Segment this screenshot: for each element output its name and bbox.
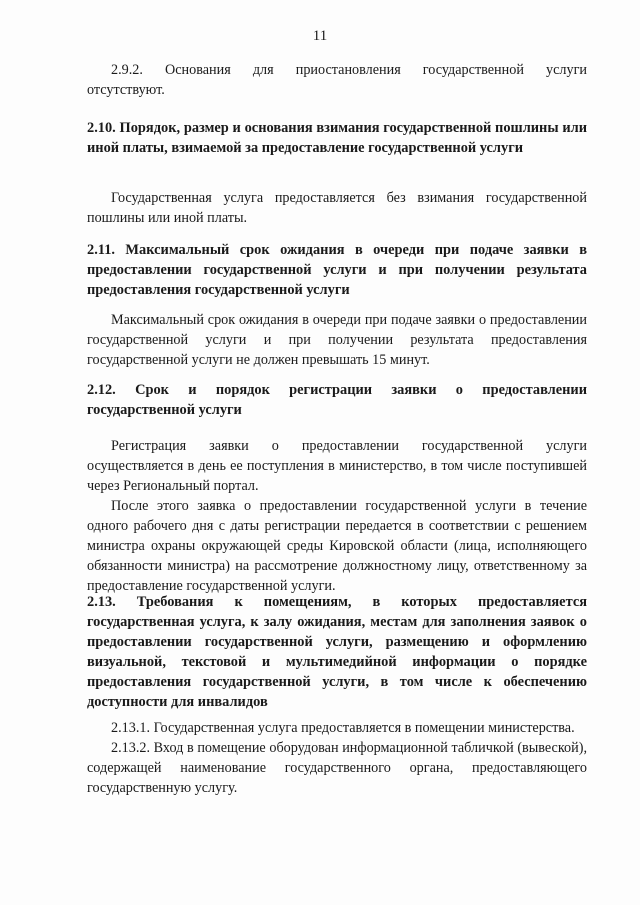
section-2-9-2 xyxy=(87,60,587,100)
section-2-12-body xyxy=(87,436,587,596)
paragraph: Максимальный срок ожидания в очереди при подаче заявки о предоставлении государственной услуги и при получении результата предоставления государственной услуги не должен превышать 15 минут. xyxy=(87,312,587,368)
section-2-12 xyxy=(87,380,587,420)
section-2-11 xyxy=(87,240,587,300)
section-2-10 xyxy=(87,118,587,158)
section-2-11-body xyxy=(87,310,587,370)
section-2-10-body xyxy=(87,188,587,228)
paragraph: 2.13.1. Государственная услуга предоставляется в помещении министерства. xyxy=(111,720,575,736)
paragraph: 2.9.2. Основания для приостановления государственной услуги отсутствуют. xyxy=(87,62,587,98)
paragraph: 2.13.2. Вход в помещение оборудован информационной табличкой (вывеской), содержащей наименование государственного органа, предоставляющего государственную услугу. xyxy=(87,740,587,796)
paragraph: Регистрация заявки о предоставлении государственной услуги осуществляется в день ее поступления в министерство, в том числе поступившей через Региональный портал. xyxy=(87,438,587,494)
section-heading: 2.10. Порядок, размер и основания взимания государственной пошлины или иной платы, взимаемой за предоставление государственной услуги xyxy=(87,120,587,156)
section-heading: 2.13. Требования к помещениям, в которых предоставляется государственная услуга, к залу ожидания, местам для заполнения заявок о предоставлении государственной услуги, размещению и оформлению визуальной, текстовой и мультимедийной информации о порядке предоставления государственной услуги, в том числе к обеспечению доступности для инвалидов xyxy=(87,594,587,710)
paragraph: После этого заявка о предоставлении государственной услуги в течение одного рабочего дня с даты регистрации передается в соответствии с решением министра охраны окружающей среды Кировской области (лица, исполняющего обязанности министра) на рассмотрение должностному лицу, ответственному за предоставление государственной услуги. xyxy=(87,498,587,594)
section-2-13-body xyxy=(87,718,587,798)
section-heading: 2.12. Срок и порядок регистрации заявки о предоставлении государственной услуги xyxy=(87,382,587,418)
paragraph: Государственная услуга предоставляется без взимания государственной пошлины или иной платы. xyxy=(87,190,587,226)
page-number: 11 xyxy=(312,28,328,44)
section-heading: 2.11. Максимальный срок ожидания в очереди при подаче заявки в предоставлении государственной услуги и при получении результата предоставления государственной услуги xyxy=(87,242,587,298)
section-2-13 xyxy=(87,592,587,712)
